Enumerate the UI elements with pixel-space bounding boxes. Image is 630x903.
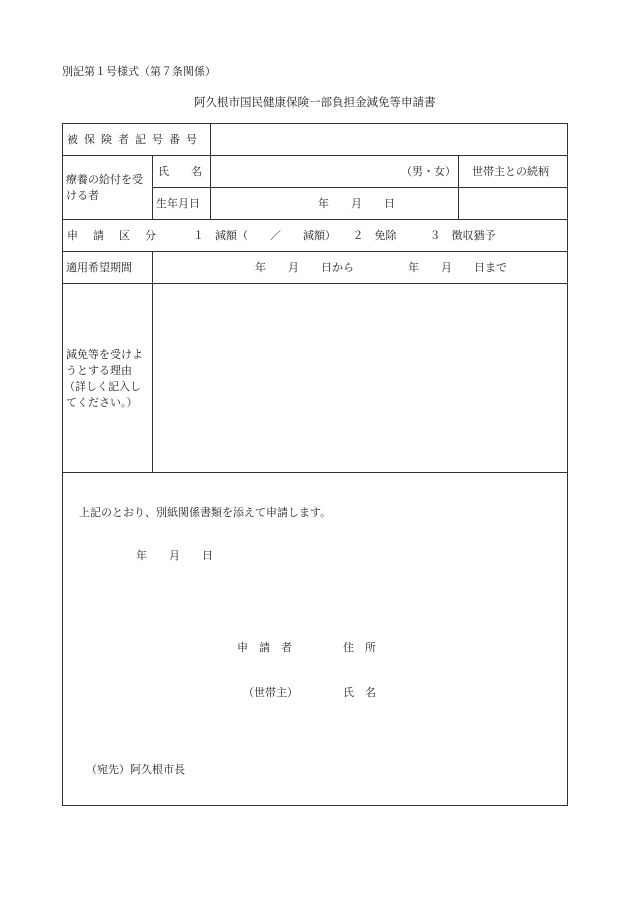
column-divider [458, 155, 459, 219]
reason-label-line3: （詳しく記入し [64, 380, 141, 393]
table-border-right [567, 123, 568, 806]
household-relation-label: 世帯主との続柄 [472, 165, 549, 178]
address-field[interactable] [380, 635, 560, 655]
household-relation-field[interactable] [460, 189, 566, 218]
address-label: 住 所 [343, 641, 376, 654]
declaration-date-field[interactable]: 年 月 日 [136, 549, 213, 562]
column-divider [210, 155, 211, 219]
column-divider [152, 155, 153, 219]
applicant-label: 申 請 者 [237, 641, 292, 654]
signer-name-field[interactable] [380, 680, 560, 700]
column-divider [152, 251, 153, 472]
row-divider [62, 472, 568, 473]
row-divider [152, 187, 568, 188]
table-border-bottom [62, 805, 568, 806]
recipient-label-line1: 療養の給付を受 [66, 173, 143, 186]
page-title: 阿久根市国民健康保険一部負担金減免等申請書 [194, 95, 436, 109]
row-divider [62, 283, 568, 284]
signer-name-label: 氏 名 [343, 686, 376, 699]
insured-number-label: 被保険者記号番号 [67, 133, 203, 146]
period-label: 適用希望期間 [66, 261, 132, 274]
table-border-top [62, 123, 568, 124]
reason-label-line2: うとする理由 [66, 364, 132, 377]
householder-label: （世帯主） [243, 686, 298, 699]
insured-number-field[interactable] [212, 125, 566, 154]
recipient-label-line2: ける者 [66, 189, 99, 202]
row-divider [62, 219, 568, 220]
column-divider [210, 123, 211, 155]
period-to-field[interactable]: 年 月 日まで [408, 261, 507, 274]
reason-field[interactable] [154, 285, 566, 471]
table-border-left [62, 123, 63, 806]
name-label: 氏 名 [158, 165, 202, 178]
row-divider [62, 155, 568, 156]
addressee: （宛先）阿久根市長 [86, 763, 185, 776]
gender-choice[interactable]: （男・女） [401, 165, 456, 178]
reason-label-line1: 減免等を受けよ [66, 348, 143, 361]
form-number: 別記第１号様式（第７条関係） [62, 65, 216, 78]
birthdate-label: 生年月日 [156, 197, 200, 210]
reason-label-line4: てください。） [66, 396, 138, 409]
birthdate-field[interactable]: 年 月 日 [318, 197, 395, 210]
declaration-statement: 上記のとおり、別紙関係書類を添えて申請します。 [79, 506, 332, 519]
row-divider [62, 251, 568, 252]
period-from-field[interactable]: 年 月 日から [255, 261, 354, 274]
recipient-name-field[interactable] [212, 157, 402, 186]
application-type-label: 申 請 区 分 [67, 229, 158, 242]
application-type-options[interactable]: １ 減額（ ／ 減額） ２ 免除 ３ 徴収猶予 [193, 229, 496, 242]
